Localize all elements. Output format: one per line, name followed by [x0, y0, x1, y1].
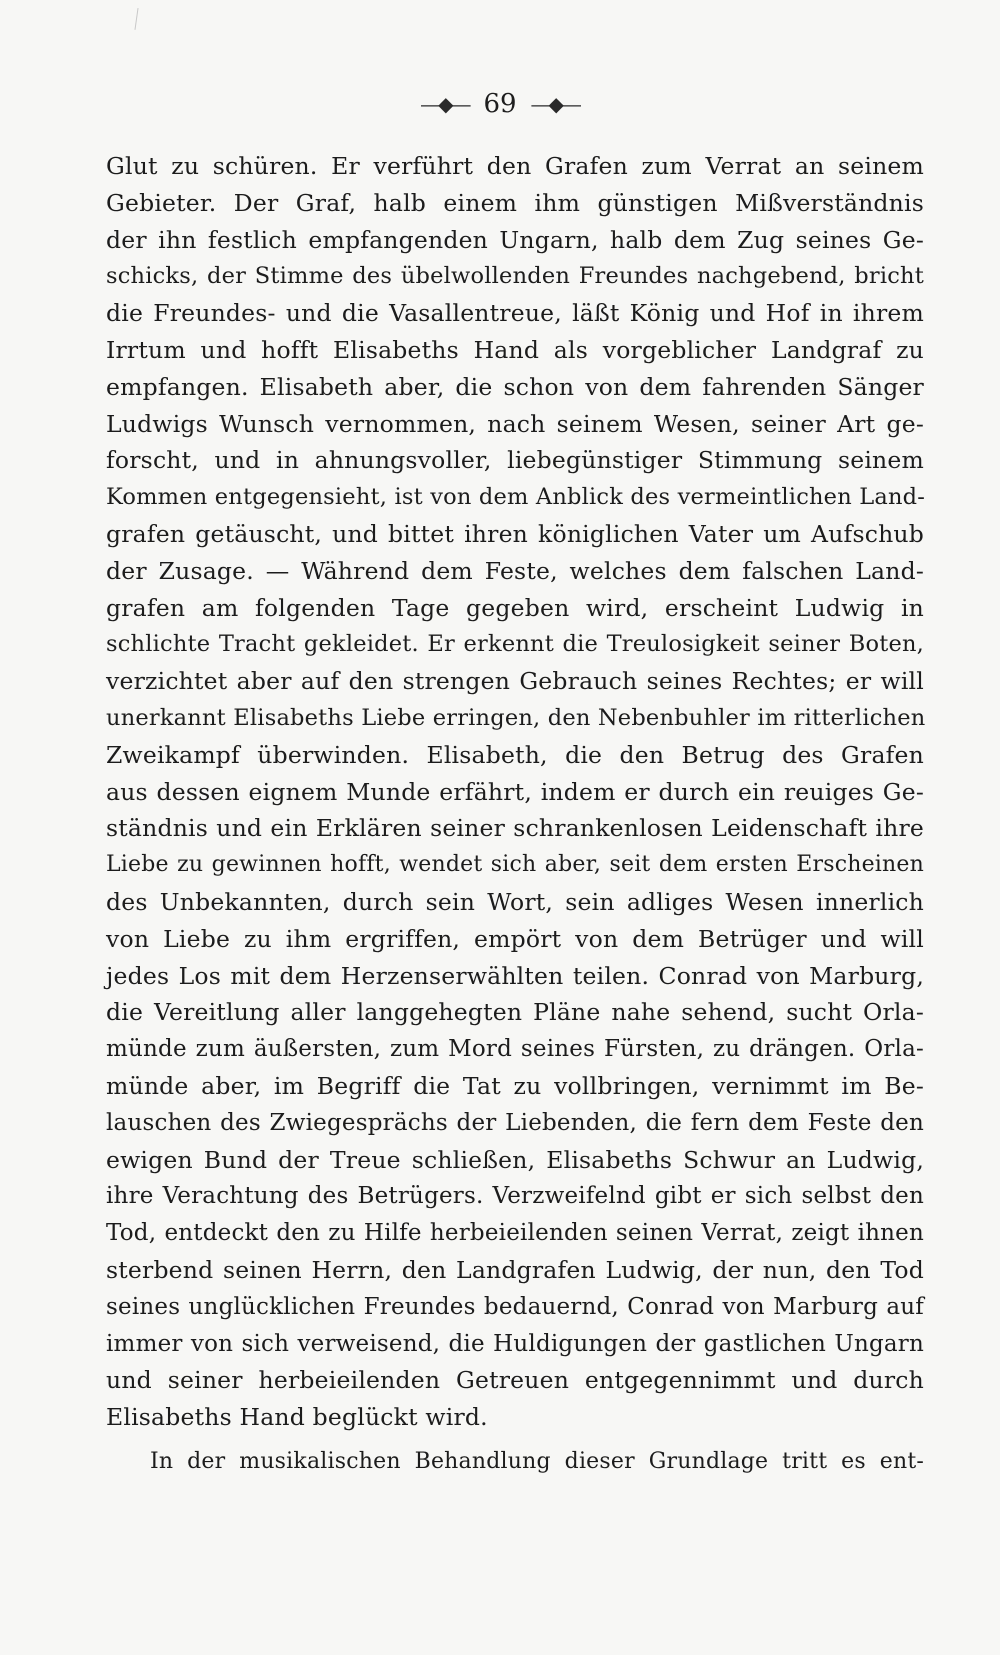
margin-pencil-mark [134, 8, 139, 30]
text-line: münde aber, im Begriff die Tat zu vollbringen, vernimmt im Be- [106, 1071, 924, 1100]
text-line: Tod, entdeckt den zu Hilfe herbeieilenden seinen Verrat, zeigt ihnen [106, 1220, 924, 1247]
text-line: münde zum äußersten, zum Mord seines Fürsten, zu drängen. Orla- [106, 1036, 924, 1063]
text-line: die Freundes- und die Vasallentreue, läßt König und Hof in ihrem [106, 299, 924, 328]
text-line: Liebe zu gewinnen hofft, wendet sich aber, seit dem ersten Erscheinen [106, 852, 924, 878]
page-number: 69 [483, 89, 517, 119]
text-line: ständnis und ein Erklären seiner schrankenlosen Leidenschaft ihre [106, 814, 924, 843]
left-ornament: —◆— [420, 92, 470, 116]
paragraph-gap [106, 1436, 924, 1444]
paragraph-last-line: Elisabeths Hand beglückt wird. [106, 1403, 488, 1432]
text-line: Irrtum und hofft Elisabeths Hand als vorgeblicher Landgraf zu [106, 335, 924, 364]
text-line: Kommen entgegensieht, ist von dem Anblick des vermeintlichen Land- [106, 484, 926, 511]
text-line: Ludwigs Wunsch vernommen, nach seinem Wesen, seiner Art ge- [106, 409, 924, 438]
text-line: verzichtet aber auf den strengen Gebrauch seines Rechtes; er will [106, 667, 924, 696]
text-line: des Unbekannten, durch sein Wort, sein adliges Wesen innerlich [106, 887, 924, 916]
text-line: forscht, und in ahnungsvoller, liebegünstiger Stimmung seinem [106, 446, 924, 475]
text-line: ihre Verachtung des Betrügers. Verzweifelnd gibt er sich selbst den [106, 1183, 924, 1210]
text-line: seines unglücklichen Freundes bedauernd, Conrad von Marburg auf [106, 1293, 924, 1320]
body-text [106, 148, 924, 1481]
text-line: schlichte Tracht gekleidet. Er erkennt die Treulosigkeit seiner Boten, [106, 631, 924, 658]
next-paragraph-line: In der musikalischen Behandlung dieser Grundlage tritt es ent- [150, 1448, 924, 1474]
right-ornament: —◆— [530, 92, 580, 116]
text-line: Gebieter. Der Graf, halb einem ihm günstigen Mißverständnis [106, 188, 924, 217]
text-line: grafen am folgenden Tage gegeben wird, erscheint Ludwig in [106, 593, 924, 622]
text-line: immer von sich verweisend, die Huldigungen der gastlichen Ungarn [106, 1330, 924, 1357]
text-line: grafen getäuscht, und bittet ihren königlichen Vater um Aufschub [106, 519, 924, 548]
text-line: ewigen Bund der Treue schließen, Elisabeths Schwur an Ludwig, [106, 1145, 924, 1174]
text-line: Glut zu schüren. Er verführt den Grafen zum Verrat an seinem [106, 152, 924, 180]
text-line: von Liebe zu ihm ergriffen, empört von dem Betrüger und will [106, 924, 924, 953]
text-line: schicks, der Stimme des übelwollenden Freundes nachgebend, bricht [106, 263, 924, 290]
text-line: Zweikampf überwinden. Elisabeth, die den Betrug des Grafen [106, 740, 924, 769]
text-line: sterbend seinen Herrn, den Landgrafen Ludwig, der nun, den Tod [106, 1255, 924, 1284]
page-header [0, 86, 1000, 122]
text-line: und seiner herbeieilenden Getreuen entgegennimmt und durch [106, 1366, 924, 1395]
text-line: die Vereitlung aller langgehegten Pläne nahe sehend, sucht Orla- [106, 998, 924, 1027]
text-line: aus dessen eignem Munde erfährt, indem er durch ein reuiges Ge- [106, 777, 924, 806]
text-line: der ihn festlich empfangenden Ungarn, halb dem Zug seines Ge- [106, 225, 924, 254]
text-line: jedes Los mit dem Herzenserwählten teilen. Conrad von Marburg, [106, 961, 924, 990]
text-line: lauschen des Zwiegesprächs der Liebenden, die fern dem Feste den [106, 1109, 924, 1136]
text-line: der Zusage. — Während dem Feste, welches dem falschen Land- [106, 556, 924, 585]
text-line: empfangen. Elisabeth aber, die schon von dem fahrenden Sänger [106, 372, 924, 401]
text-line: unerkannt Elisabeths Liebe erringen, den Nebenbuhler im ritterlichen [106, 704, 926, 731]
